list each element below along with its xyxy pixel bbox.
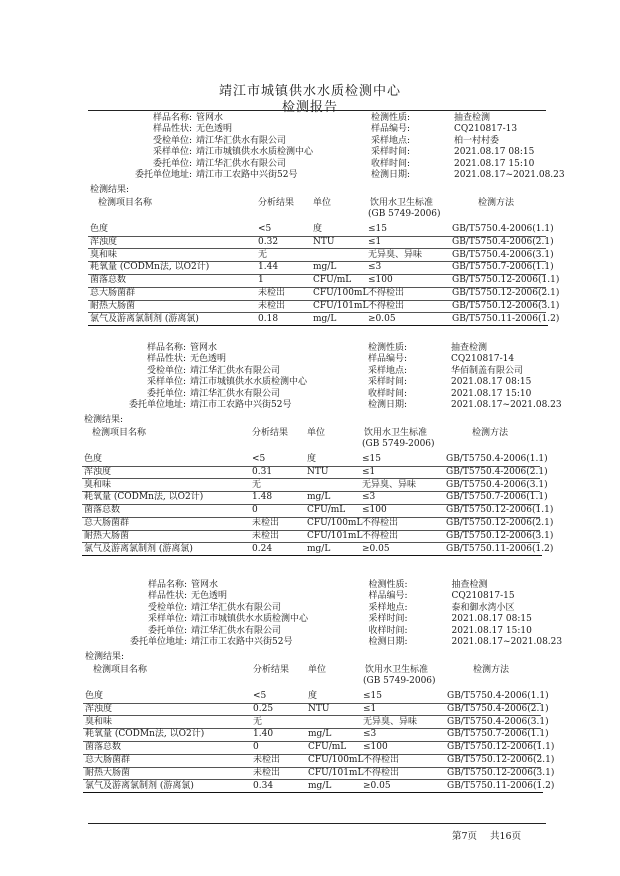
cell-unit: CFU/100mL: [313, 288, 369, 298]
cell-result: 0.25: [253, 703, 274, 714]
cell-standard: ≥0.05: [362, 543, 390, 554]
results-label: 检测结果:: [84, 415, 124, 425]
label-client-address: 委托单位地址:: [134, 170, 192, 180]
label-test-date: 检测日期:: [368, 400, 408, 410]
section-divider: [88, 325, 548, 326]
cell-standard: ≤100: [368, 275, 393, 286]
value-sampling-unit: 靖江市城镇供水水质检测中心: [191, 614, 309, 625]
cell-unit: CFU/mL: [307, 505, 346, 516]
cell-result: 未检出: [258, 300, 286, 311]
footer-divider: [88, 823, 546, 824]
value-receive-time: 2021.08.17 15:10: [454, 158, 535, 169]
cell-standard: ≤3: [363, 729, 377, 740]
th-item: 检测项目名称: [93, 665, 148, 675]
results-label: 检测结果:: [90, 185, 130, 195]
cell-method: GB/T5750.4-2006(2.1): [452, 236, 554, 247]
value-sample-name: 管网水: [191, 580, 219, 590]
label-sample-nature: 样品性状:: [152, 124, 192, 135]
value-sample-name: 管网水: [190, 343, 218, 353]
cell-result: 0: [253, 742, 259, 753]
cell-standard: ≤15: [362, 454, 381, 464]
cell-unit: 度: [313, 224, 323, 234]
value-sample-no: CQ210817-13: [454, 124, 518, 135]
label-client-unit: 委托单位:: [146, 388, 186, 399]
cell-result: 未检出: [253, 755, 281, 765]
cell-unit: CFU/101mL: [307, 530, 363, 541]
cell-method: GB/T5750.7-2006(1.1): [452, 262, 554, 273]
cell-item: 总大肠菌群: [85, 755, 131, 765]
label-sampling-unit: 采样单位:: [152, 147, 192, 158]
cell-method: GB/T5750.12-2006(1.1): [446, 505, 554, 516]
th-standard: 饮用水卫生标准: [365, 665, 429, 675]
label-sampling-site: 采样地点:: [368, 602, 408, 613]
cell-item: 菌落总数: [90, 275, 127, 286]
cell-standard: ≤1: [362, 466, 376, 477]
cell-standard: ≥0.05: [368, 313, 396, 324]
cell-method: GB/T5750.11-2006(1.2): [446, 543, 554, 554]
cell-item: 氯气及游离氯制剂 (游离氯): [90, 313, 199, 324]
cell-result: 无: [258, 249, 268, 260]
cell-result: 未检出: [252, 530, 280, 541]
label-test-nature: 检测性质:: [368, 580, 408, 590]
cell-result: 0.32: [258, 236, 279, 247]
cell-method: GB/T5750.12-2006(3.1): [446, 530, 554, 541]
value-test-date: 2021.08.17~2021.08.23: [451, 637, 563, 647]
label-sample-name: 样品名称:: [152, 113, 192, 123]
report-section: [0, 110, 620, 350]
cell-result: 1: [258, 275, 264, 286]
label-sampling-unit: 采样单位:: [147, 614, 187, 625]
value-inspected-unit: 靖江华汇供水有限公司: [190, 365, 281, 376]
cell-method: GB/T5750.12-2006(2.1): [446, 518, 554, 528]
cell-unit: NTU: [307, 466, 329, 477]
value-sample-nature: 无色透明: [196, 124, 233, 135]
value-client-unit: 靖江华汇供水有限公司: [196, 158, 287, 169]
value-client-unit: 靖江华汇供水有限公司: [191, 625, 282, 636]
cell-result: <5: [253, 691, 267, 701]
page-title: 靖江市城镇供水水质检测中心: [218, 84, 401, 99]
cell-method: GB/T5750.12-2006(3.1): [452, 300, 560, 311]
th-standard-code: (GB 5749-2006): [368, 209, 441, 219]
cell-method: GB/T5750.4-2006(3.1): [447, 716, 549, 727]
label-sample-no: 样品编号:: [368, 354, 408, 365]
cell-standard: ≥0.05: [363, 780, 391, 791]
cell-standard: 不得检出: [363, 755, 400, 765]
cell-result: 1.44: [258, 262, 279, 273]
label-client-unit: 委托单位:: [147, 625, 187, 636]
th-item: 检测项目名称: [92, 428, 147, 438]
cell-item: 耐热大肠菌: [85, 767, 131, 778]
cell-method: GB/T5750.12-2006(1.1): [452, 275, 560, 286]
cell-item: 浑浊度: [84, 466, 112, 477]
th-standard: 饮用水卫生标准: [364, 428, 428, 438]
cell-item: 浑浊度: [90, 236, 118, 247]
page-number: 第7页: [452, 831, 478, 842]
value-sample-no: CQ210817-15: [451, 591, 515, 602]
page-total: 共16页: [490, 831, 522, 842]
cell-unit: CFU/101mL: [308, 767, 364, 778]
cell-standard: 不得检出: [362, 530, 399, 541]
label-test-date: 检测日期:: [371, 170, 411, 180]
cell-unit: CFU/100mL: [308, 755, 364, 765]
value-client-address: 靖江市工农路中兴街52号: [191, 637, 293, 647]
label-sampling-unit: 采样单位:: [146, 377, 186, 388]
cell-result: 0.18: [258, 313, 279, 324]
cell-item: 耗氧量 (CODMn法, 以O2计): [85, 729, 205, 740]
cell-item: 氯气及游离氯制剂 (游离氯): [85, 780, 194, 791]
value-sampling-site: 柏一村村委: [454, 135, 500, 146]
cell-result: 0.34: [253, 780, 274, 791]
th-unit: 单位: [313, 198, 332, 208]
value-sample-nature: 无色透明: [190, 354, 227, 365]
label-test-nature: 检测性质:: [368, 343, 408, 353]
cell-unit: mg/L: [313, 262, 337, 273]
cell-unit: mg/L: [313, 313, 337, 324]
value-sampling-unit: 靖江市城镇供水水质检测中心: [190, 377, 308, 388]
cell-standard: ≤3: [368, 262, 382, 273]
cell-item: 臭和味: [85, 716, 113, 727]
results-label: 检测结果:: [85, 652, 125, 662]
label-client-address: 委托单位地址:: [128, 400, 186, 410]
cell-unit: CFU/mL: [308, 742, 347, 753]
value-inspected-unit: 靖江华汇供水有限公司: [191, 602, 282, 613]
label-sample-nature: 样品性状:: [146, 354, 186, 365]
label-test-nature: 检测性质:: [371, 113, 411, 123]
cell-standard: 无异臭、异味: [368, 249, 423, 260]
cell-item: 色度: [90, 224, 109, 234]
cell-method: GB/T5750.4-2006(3.1): [446, 479, 548, 490]
cell-method: GB/T5750.4-2006(2.1): [446, 466, 548, 477]
report-section: [0, 340, 620, 580]
cell-standard: ≤100: [363, 742, 388, 753]
cell-result: 0: [252, 505, 258, 516]
value-test-nature: 抽查检测: [451, 343, 488, 353]
label-sampling-time: 采样时间:: [368, 614, 408, 625]
label-inspected-unit: 受检单位:: [147, 602, 187, 613]
cell-item: 耐热大肠菌: [90, 300, 136, 311]
cell-standard: ≤15: [368, 224, 387, 234]
value-sampling-site: 华佰制盖有限公司: [451, 365, 524, 376]
cell-item: 耗氧量 (CODMn法, 以O2计): [90, 262, 210, 273]
value-sampling-time: 2021.08.17 08:15: [454, 147, 535, 158]
label-sampling-time: 采样时间:: [368, 377, 408, 388]
cell-method: GB/T5750.7-2006(1.1): [447, 729, 549, 740]
th-method: 检测方法: [472, 428, 509, 438]
cell-method: GB/T5750.12-2006(2.1): [447, 755, 555, 765]
cell-result: 未检出: [252, 518, 280, 528]
cell-unit: 度: [308, 691, 318, 701]
section-divider: [83, 792, 543, 793]
cell-method: GB/T5750.12-2006(2.1): [452, 288, 560, 298]
value-test-date: 2021.08.17~2021.08.23: [454, 170, 565, 180]
cell-item: 浑浊度: [85, 703, 113, 714]
cell-item: 总大肠菌群: [84, 518, 130, 528]
cell-result: 0.24: [252, 543, 273, 554]
value-sample-name: 管网水: [196, 113, 224, 123]
value-sample-no: CQ210817-14: [451, 354, 515, 365]
report-section: [0, 577, 620, 817]
th-standard-code: (GB 5749-2006): [363, 676, 436, 686]
label-sample-no: 样品编号:: [371, 124, 411, 135]
cell-unit: CFU/100mL: [307, 518, 363, 528]
label-client-address: 委托单位地址:: [129, 637, 187, 647]
cell-unit: CFU/101mL: [313, 300, 369, 311]
value-receive-time: 2021.08.17 15:10: [451, 388, 532, 399]
cell-standard: ≤15: [363, 691, 382, 701]
th-unit: 单位: [308, 665, 327, 675]
cell-method: GB/T5750.4-2006(3.1): [452, 249, 554, 260]
th-item: 检测项目名称: [98, 198, 153, 208]
cell-standard: 不得检出: [363, 767, 400, 778]
label-receive-time: 收样时间:: [368, 625, 408, 636]
th-standard-code: (GB 5749-2006): [362, 439, 435, 449]
th-unit: 单位: [307, 428, 326, 438]
cell-result: 0.31: [252, 466, 273, 477]
cell-standard: ≤100: [362, 505, 387, 516]
cell-item: 臭和味: [90, 249, 118, 260]
cell-result: 无: [253, 716, 263, 727]
label-sampling-site: 采样地点:: [368, 365, 408, 376]
value-sampling-unit: 靖江市城镇供水水质检测中心: [196, 147, 314, 158]
label-receive-time: 收样时间:: [368, 388, 408, 399]
cell-item: 色度: [84, 454, 103, 464]
section-divider: [82, 555, 542, 556]
cell-standard: ≤1: [368, 236, 382, 247]
cell-result: 未检出: [258, 288, 286, 298]
cell-result: <5: [258, 224, 272, 234]
label-sample-nature: 样品性状:: [147, 591, 187, 602]
cell-unit: CFU/mL: [313, 275, 352, 286]
value-sample-nature: 无色透明: [191, 591, 228, 602]
cell-method: GB/T5750.11-2006(1.2): [452, 313, 560, 324]
value-receive-time: 2021.08.17 15:10: [451, 625, 532, 636]
label-client-unit: 委托单位:: [152, 158, 192, 169]
cell-unit: mg/L: [307, 492, 331, 503]
label-inspected-unit: 受检单位:: [152, 135, 192, 146]
th-result: 分析结果: [258, 198, 295, 208]
cell-standard: 不得检出: [368, 300, 405, 311]
label-sampling-site: 采样地点:: [371, 135, 411, 146]
cell-standard: 无异臭、异味: [362, 479, 417, 490]
cell-unit: mg/L: [307, 543, 331, 554]
cell-item: 总大肠菌群: [90, 288, 136, 298]
cell-standard: 无异臭、异味: [363, 716, 418, 727]
th-standard: 饮用水卫生标准: [370, 198, 434, 208]
cell-result: 1.40: [253, 729, 274, 740]
label-sample-name: 样品名称:: [146, 343, 186, 353]
value-sampling-site: 泰和御水湾小区: [451, 602, 515, 613]
label-sampling-time: 采样时间:: [371, 147, 411, 158]
label-sample-name: 样品名称:: [147, 580, 187, 590]
cell-unit: 度: [307, 454, 317, 464]
cell-unit: NTU: [308, 703, 330, 714]
value-client-address: 靖江市工农路中兴街52号: [190, 400, 292, 410]
th-method: 检测方法: [478, 198, 515, 208]
cell-method: GB/T5750.4-2006(1.1): [446, 454, 548, 464]
value-client-address: 靖江市工农路中兴街52号: [196, 170, 298, 180]
th-method: 检测方法: [473, 665, 510, 675]
label-test-date: 检测日期:: [368, 637, 408, 647]
value-test-nature: 抽查检测: [454, 113, 491, 123]
cell-unit: NTU: [313, 236, 335, 247]
cell-item: 色度: [85, 691, 104, 701]
cell-method: GB/T5750.7-2006(1.1): [446, 492, 548, 503]
label-sample-no: 样品编号:: [368, 591, 408, 602]
label-receive-time: 收样时间:: [371, 158, 411, 169]
cell-standard: 不得检出: [368, 288, 405, 298]
cell-item: 菌落总数: [85, 742, 122, 753]
cell-standard: ≤1: [363, 703, 377, 714]
value-client-unit: 靖江华汇供水有限公司: [190, 388, 281, 399]
th-result: 分析结果: [253, 665, 290, 675]
cell-method: GB/T5750.12-2006(3.1): [447, 767, 555, 778]
cell-method: GB/T5750.12-2006(1.1): [447, 742, 555, 753]
value-test-date: 2021.08.17~2021.08.23: [451, 400, 562, 410]
th-result: 分析结果: [252, 428, 289, 438]
cell-result: 无: [252, 479, 262, 490]
cell-standard: 不得检出: [362, 518, 399, 528]
cell-method: GB/T5750.4-2006(1.1): [447, 691, 549, 701]
cell-item: 臭和味: [84, 479, 112, 490]
cell-method: GB/T5750.11-2006(1.2): [447, 780, 555, 791]
cell-result: 未检出: [253, 767, 281, 778]
cell-item: 耗氧量 (CODMn法, 以O2计): [84, 492, 204, 503]
cell-result: 1.48: [252, 492, 273, 503]
value-test-nature: 抽查检测: [451, 580, 488, 590]
cell-unit: mg/L: [308, 729, 332, 740]
value-sampling-time: 2021.08.17 08:15: [451, 377, 532, 388]
cell-method: GB/T5750.4-2006(1.1): [452, 224, 554, 234]
cell-item: 耐热大肠菌: [84, 530, 130, 541]
label-inspected-unit: 受检单位:: [146, 365, 186, 376]
value-sampling-time: 2021.08.17 08:15: [451, 614, 532, 625]
page-subtitle: 检测报告: [281, 100, 338, 115]
cell-result: <5: [252, 454, 266, 464]
cell-unit: mg/L: [308, 780, 332, 791]
cell-item: 氯气及游离氯制剂 (游离氯): [84, 543, 193, 554]
cell-standard: ≤3: [362, 492, 376, 503]
cell-item: 菌落总数: [84, 505, 121, 516]
cell-method: GB/T5750.4-2006(2.1): [447, 703, 549, 714]
value-inspected-unit: 靖江华汇供水有限公司: [196, 135, 287, 146]
